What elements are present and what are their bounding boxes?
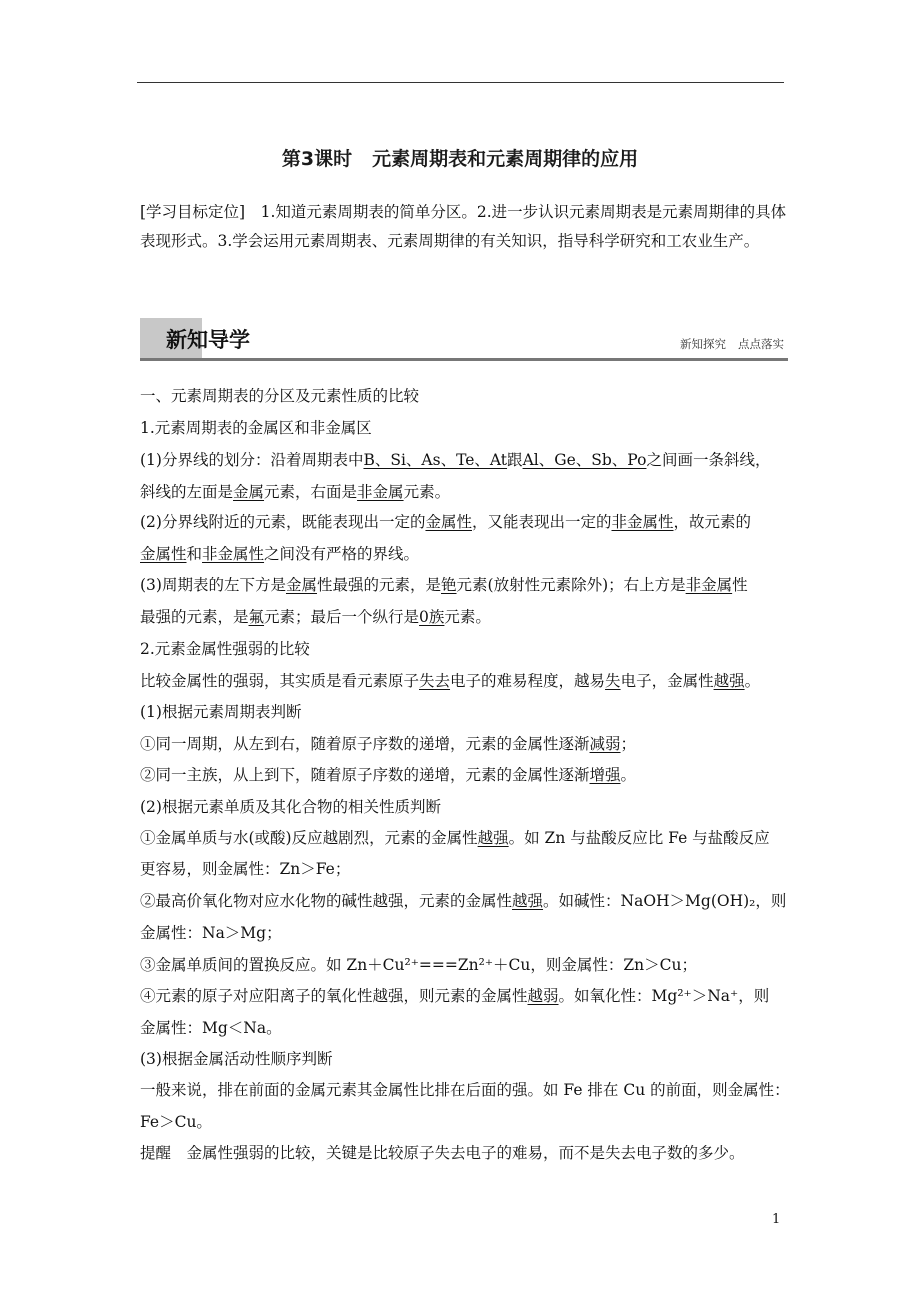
text-line bbox=[140, 671, 760, 691]
text-segment: 性最强的元素，是 bbox=[316, 576, 441, 594]
text-segment: 一、元素周期表的分区及元素性质的比较 bbox=[140, 387, 420, 405]
text-line bbox=[140, 1112, 212, 1132]
text-segment: ①金属单质与水(或酸)反应越剧烈，元素的金属性 bbox=[140, 829, 478, 847]
answer-underlined: 失去 bbox=[419, 672, 451, 690]
text-segment: (2)根据元素单质及其化合物的相关性质判断 bbox=[140, 798, 441, 816]
section-rule bbox=[140, 358, 788, 361]
answer-underlined: 增强 bbox=[589, 766, 621, 784]
text-segment: 元素，右面是 bbox=[264, 483, 358, 501]
text-segment: ，故元素的 bbox=[673, 513, 752, 531]
text-segment: 电子，金属性 bbox=[620, 672, 714, 690]
section-subtitle bbox=[668, 336, 784, 352]
text-line bbox=[140, 828, 770, 848]
text-segment: (3)根据金属活动性顺序判断 bbox=[140, 1050, 333, 1068]
text-segment: 电子的难易程度，越易 bbox=[450, 672, 606, 690]
answer-underlined: 失 bbox=[605, 672, 621, 690]
answer-underlined: 非金属性 bbox=[611, 513, 674, 531]
text-segment: 和 bbox=[186, 545, 203, 563]
text-line bbox=[140, 544, 419, 564]
text-segment: 。 bbox=[744, 672, 761, 690]
text-segment: 提醒 金属性强弱的比较，关键是比较原子失去电子的难易，而不是失去电子数的多少。 bbox=[140, 1144, 745, 1162]
text-segment: 一般来说，排在前面的金属元素其金属性比排在后面的强。如 Fe 排在 Cu 的前面，则金属性： bbox=[140, 1081, 790, 1099]
lesson-number: 第3课时 bbox=[281, 148, 353, 170]
section-title: 新知导学 bbox=[166, 328, 250, 352]
text-line bbox=[140, 1143, 745, 1163]
learning-objectives: [学习目标定位] 1.知道元素周期表的简单分区。2.进一步认识元素周期表是元素周期律的具体表现形式。3.学会运用元素周期表、元素周期律的有关知识，指导科学研究和工农业生产。 bbox=[140, 203, 787, 250]
answer-underlined: 铯 bbox=[441, 576, 457, 594]
answer-underlined: 金属 bbox=[233, 483, 265, 501]
text-segment: 。如 Zn 与盐酸反应比 Fe 与盐酸反应 bbox=[508, 829, 770, 847]
text-segment: (1)分界线的划分：沿着周期表中 bbox=[140, 451, 364, 469]
text-line bbox=[140, 512, 751, 532]
page-title bbox=[0, 144, 920, 171]
text-segment: Fe＞Cu。 bbox=[140, 1113, 212, 1131]
answer-underlined: B、Si、As、Te、At bbox=[363, 451, 508, 469]
answer-underlined: Al、Ge、Sb、Po bbox=[522, 451, 647, 469]
answer-underlined: 金属 bbox=[285, 576, 317, 594]
answer-underlined: 越强 bbox=[713, 672, 745, 690]
text-segment: 斜线的左面是 bbox=[140, 483, 234, 501]
text-segment: ； bbox=[620, 735, 637, 753]
text-line bbox=[140, 891, 786, 911]
header-rule bbox=[137, 82, 784, 83]
text-segment: 金属性：Mg＜Na。 bbox=[140, 1019, 282, 1037]
text-segment: 元素；最后一个纵行是 bbox=[264, 608, 420, 626]
text-segment: (3)周期表的左下方是 bbox=[140, 576, 286, 594]
text-line bbox=[140, 986, 769, 1006]
text-segment: 。如氧化性：Mg²⁺＞Na⁺，则 bbox=[558, 987, 770, 1005]
text-line bbox=[140, 639, 310, 659]
text-segment: 之间画一条斜线， bbox=[646, 451, 771, 469]
text-segment: ②最高价氧化物对应水化物的碱性越强，元素的金属性 bbox=[140, 892, 513, 910]
answer-underlined: 非金属 bbox=[685, 576, 733, 594]
lesson-name: 元素周期表和元素周期律的应用 bbox=[372, 148, 639, 170]
section-sub-2: 点点落实 bbox=[738, 337, 784, 351]
text-line bbox=[140, 765, 636, 785]
text-line bbox=[140, 418, 372, 438]
text-segment: 更容易，则金属性：Zn＞Fe； bbox=[140, 860, 351, 878]
text-segment: 性 bbox=[732, 576, 748, 594]
text-line bbox=[140, 702, 301, 722]
text-segment: ①同一周期，从左到右，随着原子序数的递增，元素的金属性逐渐 bbox=[140, 735, 590, 753]
page-number: 1 bbox=[772, 1212, 781, 1227]
text-segment: 元素。 bbox=[444, 608, 491, 626]
text-segment: 1.元素周期表的金属区和非金属区 bbox=[140, 419, 372, 437]
text-line bbox=[140, 1018, 282, 1038]
text-segment: 之间没有严格的界线。 bbox=[264, 545, 420, 563]
section-header bbox=[140, 318, 788, 358]
text-line bbox=[140, 607, 491, 627]
text-line bbox=[140, 1080, 790, 1100]
text-segment: ③金属单质间的置换反应。如 Zn＋Cu²⁺===Zn²⁺＋Cu，则金属性：Zn＞Cu； bbox=[140, 956, 697, 974]
text-segment: 。 bbox=[620, 766, 637, 784]
text-segment: 最强的元素，是 bbox=[140, 608, 249, 626]
answer-underlined: 减弱 bbox=[589, 735, 621, 753]
answer-underlined: 非金属 bbox=[357, 483, 404, 501]
text-segment: 2.元素金属性强弱的比较 bbox=[140, 640, 310, 658]
text-line bbox=[140, 450, 770, 470]
text-segment: 元素。 bbox=[403, 483, 451, 501]
answer-underlined: 金属性 bbox=[425, 513, 472, 531]
text-segment: ，又能表现出一定的 bbox=[471, 513, 612, 531]
text-line bbox=[140, 859, 350, 879]
text-segment: 跟 bbox=[507, 451, 523, 469]
text-line bbox=[140, 923, 282, 943]
text-line bbox=[140, 955, 697, 975]
text-segment: ④元素的原子对应阳离子的氧化性越强，则元素的金属性 bbox=[140, 987, 528, 1005]
answer-underlined: 氟 bbox=[248, 608, 265, 626]
text-segment: 金属性：Na＞Mg； bbox=[140, 924, 282, 942]
answer-underlined: 越强 bbox=[512, 892, 544, 910]
answer-underlined: 越强 bbox=[477, 829, 509, 847]
text-segment: (1)根据元素周期表判断 bbox=[140, 703, 302, 721]
answer-underlined: 金属性 bbox=[140, 545, 187, 563]
answer-underlined: 越弱 bbox=[527, 987, 559, 1005]
answer-underlined: 非金属性 bbox=[202, 545, 265, 563]
text-line bbox=[140, 386, 419, 406]
text-line bbox=[140, 482, 450, 502]
text-segment: 。如碱性：NaOH＞Mg(OH)₂，则 bbox=[543, 892, 787, 910]
text-segment: 元素(放射性元素除外)；右上方是 bbox=[456, 576, 686, 594]
text-line bbox=[140, 734, 636, 754]
text-segment: ②同一主族，从上到下，随着原子序数的递增，元素的金属性逐渐 bbox=[140, 766, 590, 784]
text-line bbox=[140, 575, 748, 595]
section-sub-1: 新知探究 bbox=[680, 337, 726, 351]
text-segment: (2)分界线附近的元素，既能表现出一定的 bbox=[140, 513, 426, 531]
text-line bbox=[140, 797, 441, 817]
text-line bbox=[140, 1049, 332, 1069]
text-segment: 比较金属性的强弱，其实质是看元素原子 bbox=[140, 672, 420, 690]
answer-underlined: 0族 bbox=[419, 608, 445, 626]
